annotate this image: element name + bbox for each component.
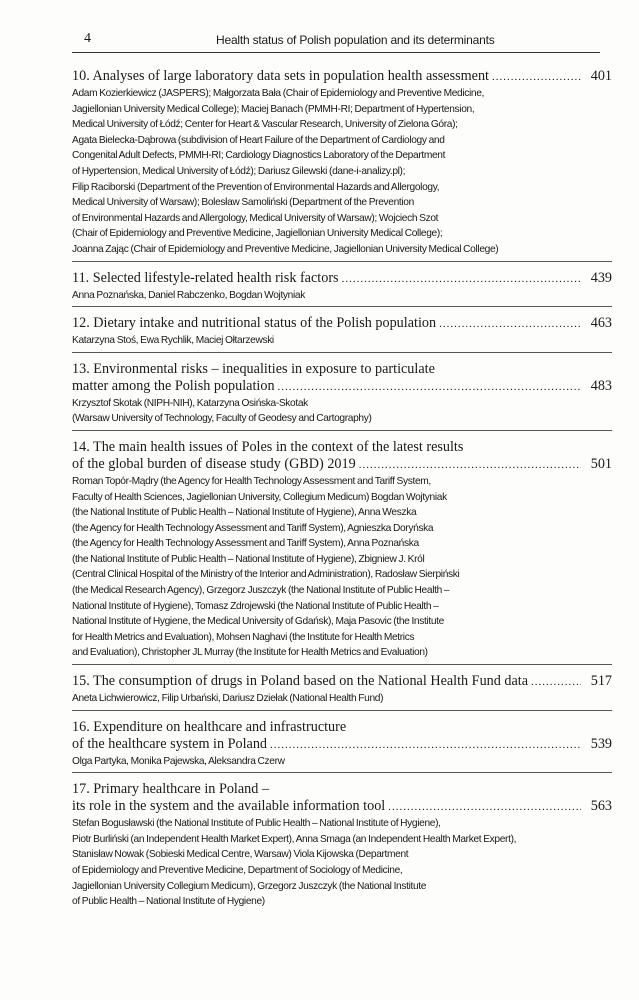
entry-authors-line: (the National Institute of Public Health – National Institute of Hygiene), Zbigniew J. Król (72, 553, 425, 565)
entry-authors-line: Anna Poznańska, Daniel Rabczenko, Bogdan Wojtyniak (72, 289, 305, 301)
dot-leader (439, 316, 581, 333)
entry-authors-line: Aneta Lichwierowicz, Filip Urbański, Dariusz Dziełak (National Health Fund) (72, 693, 384, 705)
entry-title: 12. Dietary intake and nutritional status of the Polish population (72, 315, 437, 332)
entry-title: its role in the system and the available information tool (72, 798, 386, 815)
entry-page-number: 463 (590, 315, 612, 332)
entry-title-row (72, 673, 612, 691)
entry-title-row (72, 798, 612, 816)
entry-title-line: 16. Expenditure on healthcare and infrastructure (72, 718, 347, 735)
entry-title-row (72, 68, 612, 86)
entry-authors-line: (the Agency for Health Technology Assessment and Tariff System), Agnieszka Doryńska (72, 522, 434, 534)
toc-entry (72, 673, 612, 711)
entry-title-row (72, 270, 612, 288)
entry-authors-line: for Health Metrics and Evaluation), Mohsen Naghavi (the Institute for Health Metrics (72, 631, 415, 643)
entry-authors-line: Jagiellonian University Medical College); Maciej Banach (PMMH-RI; Department of Hypertension, (72, 103, 475, 115)
table-of-contents (72, 68, 612, 921)
toc-entry (72, 719, 612, 774)
entry-title: 15. The consumption of drugs in Poland based on the National Health Fund data (72, 673, 529, 690)
entry-authors-line: National Institute of Hygiene, the Medical University of Gdańsk), Maja Pasovic (the Institute (72, 616, 444, 628)
toc-entry (72, 781, 612, 913)
entry-authors-line: (the Medical Research Agency), Grzegorz Juszczyk (the National Institute of Public Health – (72, 585, 450, 597)
dot-leader (278, 379, 581, 396)
entry-title: matter among the Polish population (72, 377, 275, 394)
entry-title: of the healthcare system in Poland (72, 735, 268, 752)
entry-page-number: 501 (590, 455, 612, 472)
entry-title-row (72, 736, 612, 754)
entry-authors-line: Stanisław Nowak (Sobieski Medical Centre, Warsaw) Viola Kijowska (Department (72, 849, 409, 861)
entry-authors-line: Medical University of Łódź; Center for Heart & Vascular Research, University of Zielona Góra); (72, 119, 458, 131)
entry-authors-line: Piotr Burliński (an Independent Health Market Expert), Anna Smaga (an Independent Health Market Expert), (72, 833, 517, 845)
entry-title-line: 13. Environmental risks – inequalities in exposure to particulate (72, 360, 435, 377)
entry-authors-line: and Evaluation), Christopher JL Murray (the Institute for Health Metrics and Evaluation) (72, 647, 428, 659)
entry-authors-line: Congenital Adult Defects, PMMH-RI; Cardiology Diagnostics Laboratory of the Department (72, 150, 446, 162)
entry-authors-line: Joanna Zając (Chair of Epidemiology and Preventive Medicine, Jagiellonian University Medical College) (72, 243, 499, 255)
running-title: Health status of Polish population and its determinants (216, 33, 495, 47)
entry-authors-line: (Central Clinical Hospital of the Ministry of the Interior and Administration), Radosław Sierpiński (72, 569, 460, 581)
entry-authors-line: Medical University of Warsaw); Bolesław Samoliński (Department of the Prevention (72, 197, 414, 209)
entry-title: 11. Selected lifestyle-related health risk factors (72, 269, 339, 286)
entry-title: 10. Analyses of large laboratory data sets in population health assessment (72, 68, 489, 84)
entry-authors-line: Faculty of Health Sciences, Jagiellonian University, Collegium Medicum) Bogdan Wojtyniak (72, 491, 447, 503)
entry-authors-line: Stefan Bogusławski (the National Institute of Public Health – National Institute of Hygiene), (72, 818, 441, 830)
entry-authors-line: (the Agency for Health Technology Assessment and Tariff System), Anna Poznańska (72, 538, 419, 550)
entry-title-line: 14. The main health issues of Poles in the context of the latest results (72, 438, 464, 455)
dot-leader (270, 737, 581, 754)
toc-entry (72, 68, 612, 262)
entry-page-number: 483 (590, 377, 612, 394)
entry-page-number: 539 (590, 735, 612, 752)
entry-authors-line: Filip Raciborski (Department of the Prevention of Environmental Hazards and Allergology, (72, 181, 440, 193)
dot-leader (492, 69, 581, 86)
toc-entry (72, 439, 612, 665)
entry-authors-line: National Institute of Hygiene), Tomasz Zdrojewski (the National Institute of Public Health – (72, 600, 439, 612)
entry-authors-line: Adam Kozierkiewicz (JASPERS); Małgorzata Bała (Chair of Epidemiology and Preventive Medicine, (72, 88, 485, 99)
entry-authors-line: (Warsaw University of Technology, Faculty of Geodesy and Cartography) (72, 413, 372, 425)
entry-authors-line: of Environmental Hazards and Allergology, Medical University of Warsaw); Wojciech Szot (72, 212, 439, 224)
entry-title-row (72, 456, 612, 474)
entry-authors-line: (Chair of Epidemiology and Preventive Medicine, Jagiellonian University Medical College); (72, 228, 443, 240)
entry-page-number: 439 (590, 269, 612, 286)
toc-entry (72, 315, 612, 353)
entry-authors-line: Agata Bielecka-Dąbrowa (subdivision of Heart Failure of the Department of Cardiology and (72, 134, 445, 146)
toc-entry (72, 361, 612, 431)
entry-authors-line: Katarzyna Stoś, Ewa Rychlik, Maciej Ołtarzewski (72, 335, 274, 347)
page-number: 4 (84, 31, 91, 46)
page-header (72, 30, 600, 53)
entry-page-number: 401 (590, 68, 612, 84)
entry-authors-line: of Epidemiology and Preventive Medicine, Department of Sociology of Medicine, (72, 865, 403, 876)
entry-authors-line: Olga Partyka, Monika Pajewska, Aleksandra Czerw (72, 755, 285, 767)
dot-leader (388, 799, 581, 816)
entry-title-row (72, 378, 612, 396)
entry-authors-line: Jagiellonian University Collegium Medicum), Grzegorz Juszczyk (the National Institute (72, 880, 427, 892)
entry-title: of the global burden of disease study (GBD) 2019 (72, 455, 356, 472)
entry-authors-line: Roman Topór-Mądry (the Agency for Health Technology Assessment and Tariff System, (72, 475, 431, 487)
toc-entry (72, 270, 612, 308)
dot-leader (359, 457, 581, 474)
dot-leader (342, 271, 581, 288)
dot-leader (531, 674, 581, 691)
entry-page-number: 563 (590, 798, 612, 815)
entry-authors-line: of Hypertension, Medical University of Łódź); Dariusz Gilewski (dane-i-analizy.pl); (72, 165, 406, 177)
entry-title-row (72, 315, 612, 333)
entry-authors-line: (the National Institute of Public Health – National Institute of Hygiene), Anna Weszka (72, 507, 417, 519)
entry-authors-line: of Public Health – National Institute of Hygiene) (72, 896, 265, 908)
entry-title-line: 17. Primary healthcare in Poland – (72, 781, 269, 798)
entry-page-number: 517 (590, 673, 612, 690)
entry-authors-line: Krzysztof Skotak (NIPH-NIH), Katarzyna Osińska-Skotak (72, 397, 308, 409)
